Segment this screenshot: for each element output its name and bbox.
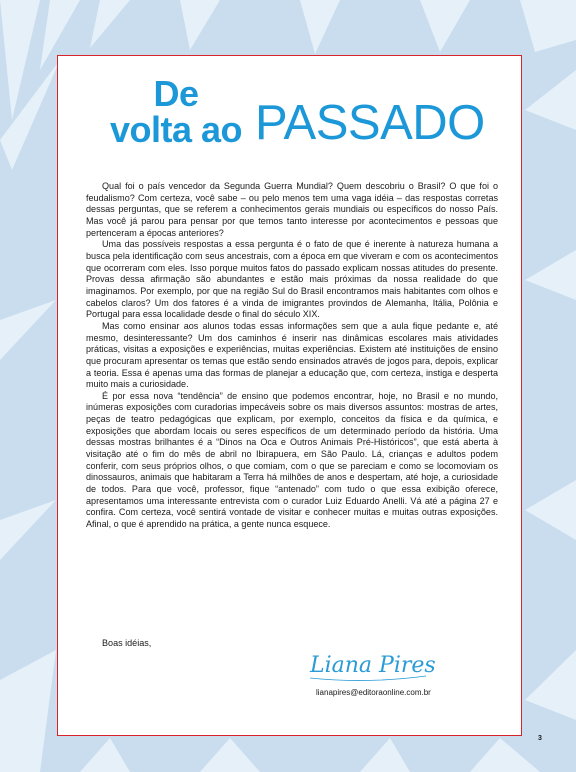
page-number: 3 <box>538 735 542 742</box>
paragraph: Qual foi o país vencedor da Segunda Guerra Mundial? Quem descobriu o Brasil? O que foi o feudalismo? Com certeza, você sabe – ou pelo menos tem uma vaga idéia – das respostas corretas dessas perguntas, que se referem a conhecimentos gerais mundiais ou específicos do nosso País. Mas você já parou para pensar por que temos tanto interesse por acontecimentos e pessoas que pertenceram a épocas anteriores? <box>86 181 498 238</box>
signature-text: Liana Pires <box>310 653 436 678</box>
paragraph: É por essa nova “tendência” de ensino que podemos encontrar, hoje, no Brasil e no mundo, inúmeras exposições com curadorias impecáveis sobre os mais diversos assuntos: mostras de artes, peças de teatro pedagógicas que explicam, por exemplo, conceitos da física e da química, e exposições que abordam locais ou seres específicos de um determinado período da história. Uma dessas mostras brilhantes é a “Dinos na Oca e Outros Animais Pré-Históricos”, que está aberta à visitação até o fim do mês de abril no Ibirapuera, em São Paulo. Lá, crianças e adultos podem conferir, com seus próprios olhos, o que comiam, com o que se pareciam e como se locomoviam os dinossauros, animais que habitaram a Terra há milhões de anos e despertam, até hoje, a curiosidade de todos. Para que você, professor, fique “antenado” com tudo o que essa exibição oferece, apresentamos uma interessante entrevista com o curador Luiz Eduardo Anelli. Vá até a página 27 e confira. Com certeza, você sentirá vontade de visitar e conhecer muitas e muitas outras exposições. Afinal, o que é aprendido na prática, a gente nunca esquece. <box>86 390 498 530</box>
letter-page <box>57 55 522 736</box>
title-block <box>106 73 246 150</box>
title-line-1: De <box>153 73 199 114</box>
paragraph: Mas como ensinar aos alunos todas essas informações sem que a aula fique pedante e, até mesmo, desinteressante? Um dos caminhos é inserir nas dinâmicas escolares mais atividades práticas, visitas a exposições e experiências, muitas experiências. Existem até instituições de ensino que procuram apresentar os temas que estão sendo ensinados através de jogos para, depois, explicar a teoria. Essa é apenas uma das formas de planejar a educação que, com certeza, instiga e desperta muito mais a curiosidade. <box>86 320 498 390</box>
closing-greeting: Boas idéias, <box>102 638 152 648</box>
article-body <box>86 181 498 531</box>
author-email: lianapires@editoraonline.com.br <box>316 688 431 697</box>
signature <box>306 638 496 686</box>
paragraph: Uma das possíveis respostas a essa pergunta é o fato de que é inerente à natureza humana a busca pela identificação com seus ancestrais, com a época em que viveram e com os acontecimentos que ocorreram com eles. Isso porque muitos fatos do passado explicam nossas atitudes do presente. Provas dessa afirmação são abundantes e estão mais próximas da nossa realidade do que imaginamos. Por exemplo, por que na região Sul do Brasil encontramos mais habitantes com olhos e cabelos claros? Um dos fatores é a vinda de imigrantes provindos de Alemanha, Itália, Polônia e Portugal para essa localidade desde o final do século XIX. <box>86 239 498 320</box>
title-highlight: PASSADO <box>255 96 485 150</box>
title-line-2: volta ao <box>109 109 243 150</box>
